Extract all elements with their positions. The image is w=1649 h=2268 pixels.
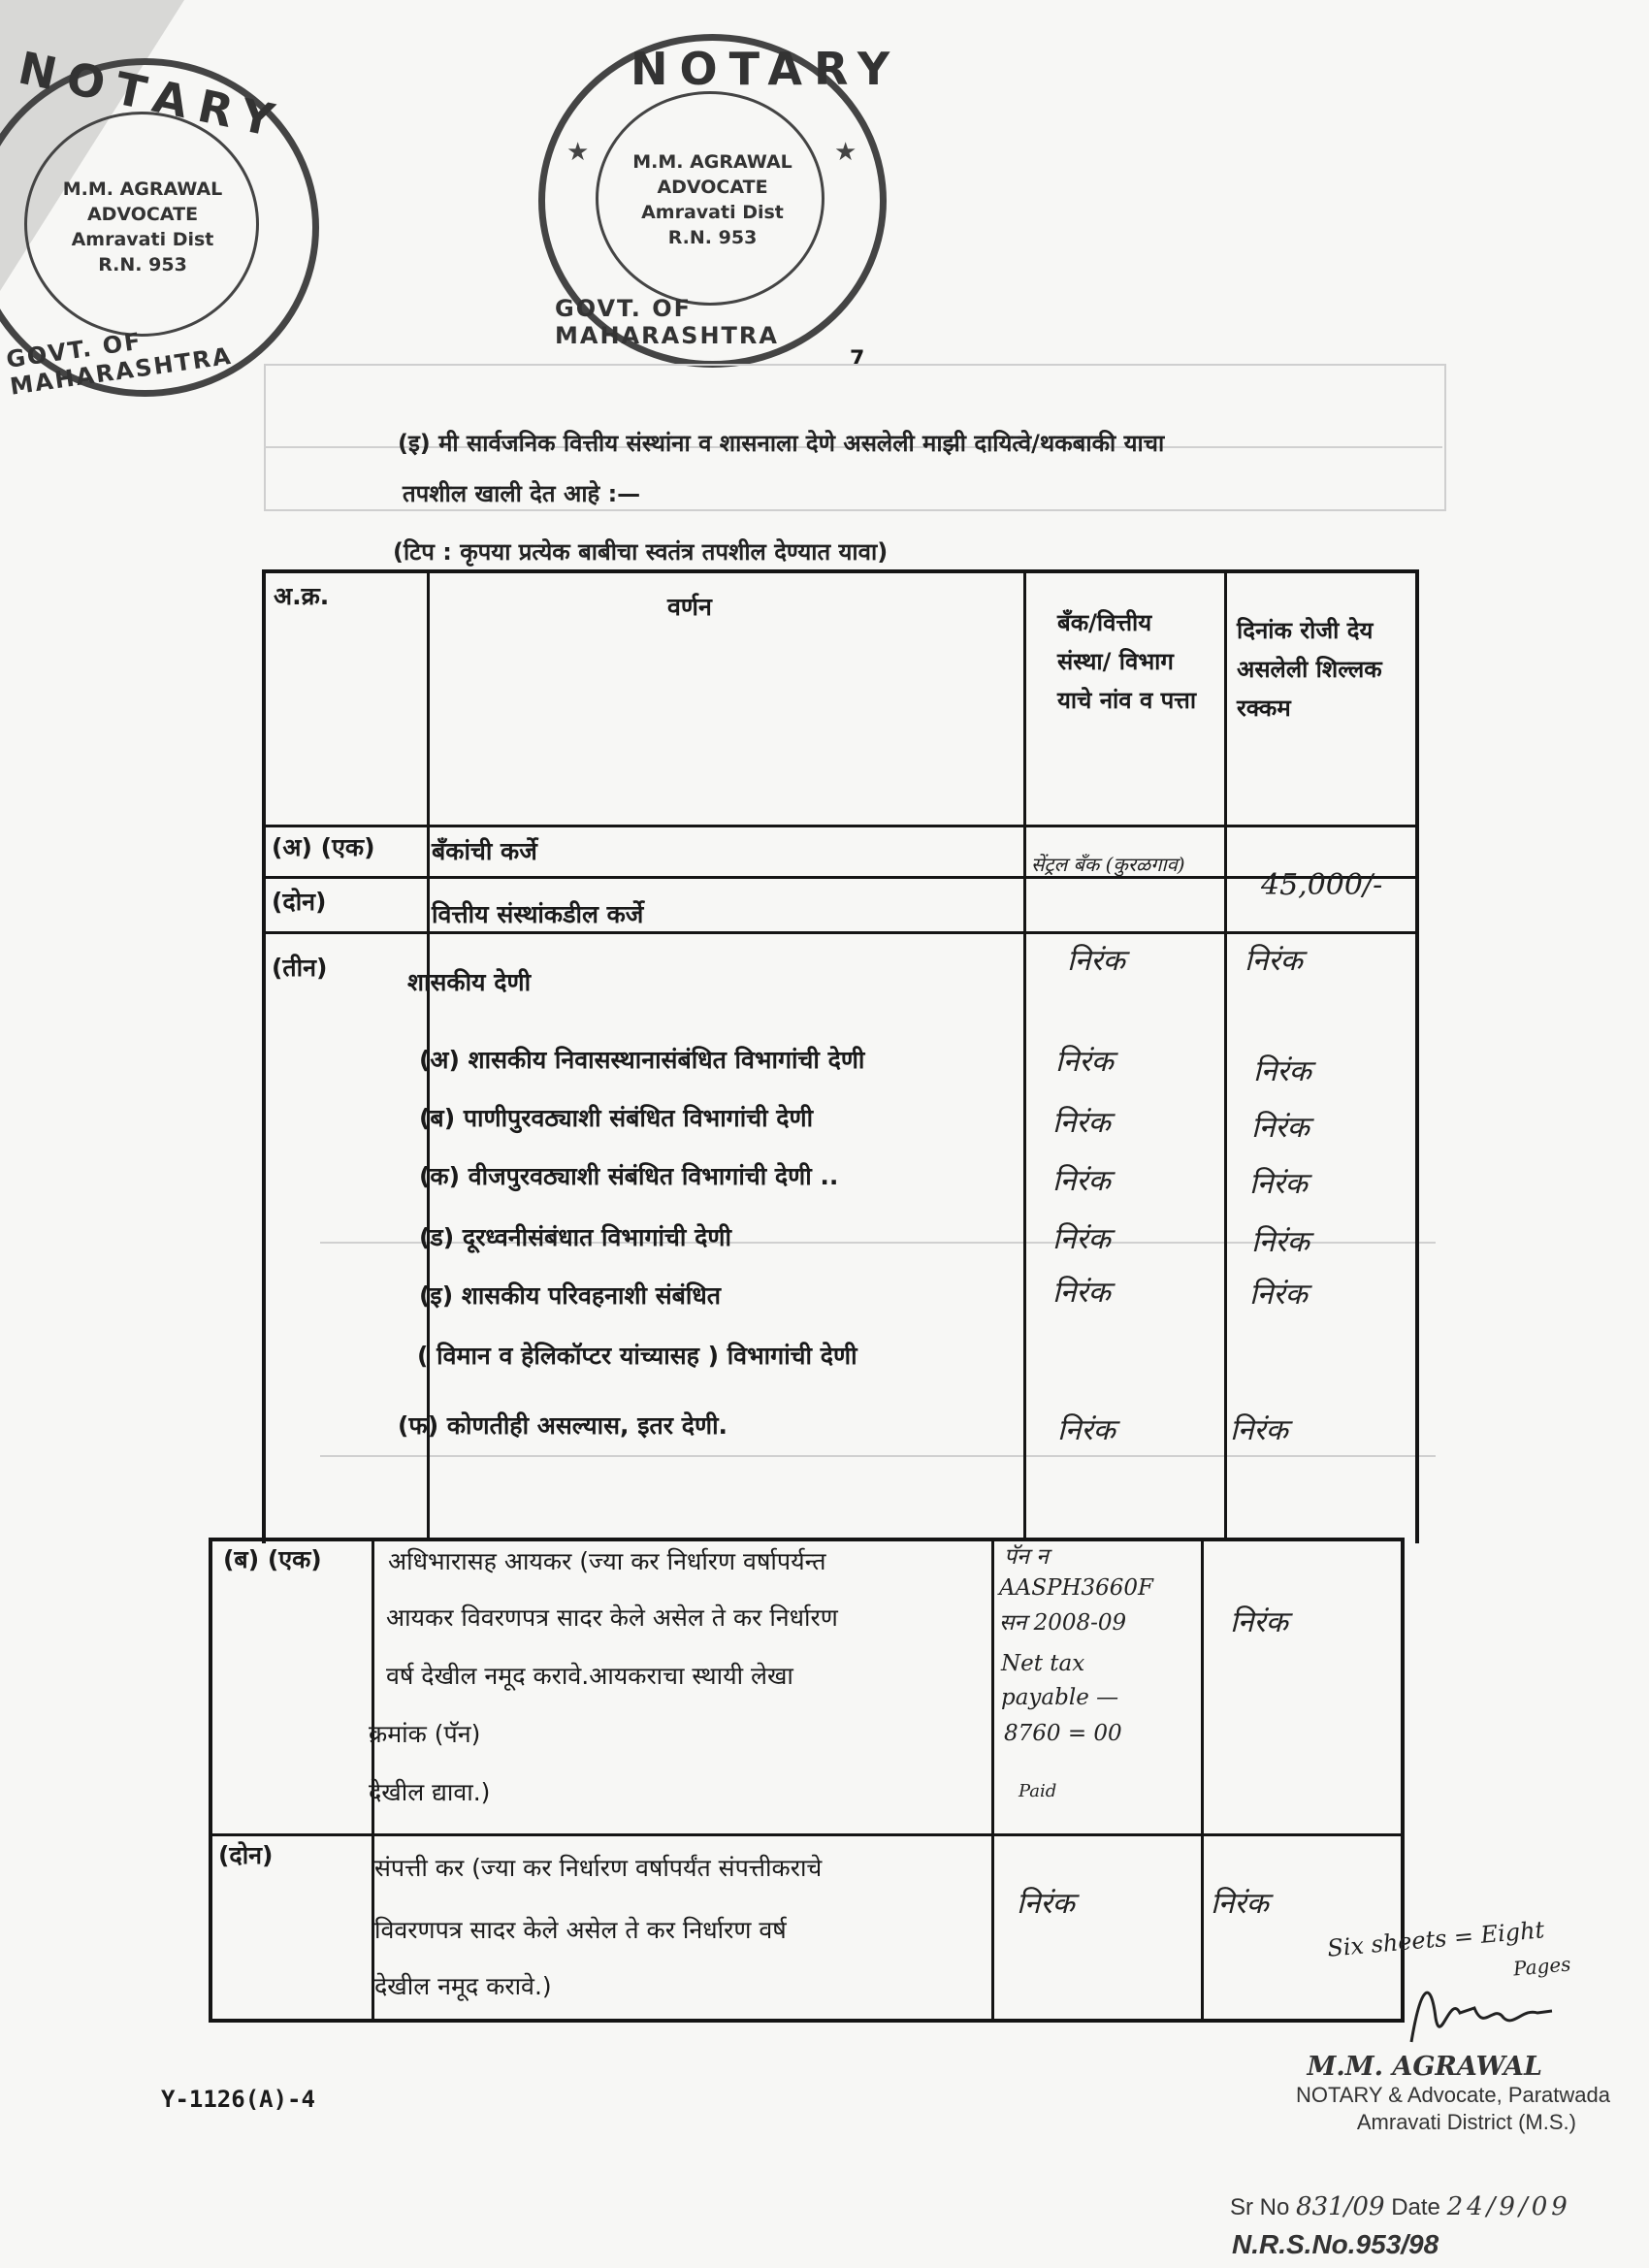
row-description: वित्तीय संस्थांकडील कर्जे	[432, 900, 644, 928]
header-amount: दिनांक रोजी देय असलेली शिल्लक रक्कम	[1237, 617, 1382, 722]
row-serial: (दोन)	[218, 1841, 274, 1869]
bank-line: AASPH3660F	[999, 1575, 1154, 1601]
row-amount: निरंक	[1230, 1605, 1288, 1639]
table-col-divider	[1201, 1539, 1204, 2019]
table-col-divider	[1224, 569, 1227, 1539]
sub-description: (ब) पाणीपुरवठ्याशी संबंधित विभागांची देणी	[419, 1104, 814, 1132]
sub-description: (फ) कोणतीही असल्यास, इतर देणी.	[398, 1411, 728, 1440]
nrs-number: N.R.S.No.953/98	[1232, 2229, 1439, 2259]
header-serial: अ.क्र.	[274, 582, 330, 610]
sub-description: (ड) दूरध्वनीसंबंधात विभागांची देणी	[419, 1223, 731, 1251]
row-serial: (ब) (एक)	[223, 1545, 322, 1573]
sub-bank: निरंक	[1052, 1222, 1111, 1256]
row-description-line: क्रमांक (पॅन)	[369, 1720, 481, 1748]
row-description-line: आयकर विवरणपत्र सादर केले असेल ते कर निर्धारण	[386, 1604, 838, 1632]
date-label: Date	[1391, 2194, 1440, 2220]
bank-line: 8760 = 00	[1004, 1721, 1122, 1746]
intro-line-2: तपशील खाली देत आहे :—	[403, 480, 641, 507]
bank-line: Net tax	[1001, 1651, 1085, 1676]
row-serial: (अ) (एक)	[272, 833, 375, 861]
notary-line: Amravati District (M.S.)	[1356, 2110, 1576, 2134]
table-col-divider	[1023, 569, 1026, 1539]
row-serial: (दोन)	[272, 888, 327, 916]
sub-description: ( विमान व हेलिकॉप्टर यांच्यासह ) विभागांची देणी	[417, 1342, 857, 1370]
sub-amount: निरंक	[1230, 1413, 1288, 1447]
notary-name: M.M. AGRAWAL	[1307, 2052, 1542, 2082]
sr-label: Sr No	[1230, 2194, 1290, 2220]
intro-line-1: (इ) मी सार्वजनिक वित्तीय संस्थांना व शासनाला देणे असलेली माझी दायित्वे/थकबाकी याचा	[398, 430, 1165, 457]
bank-line: Paid	[1018, 1781, 1057, 1801]
sub-description: (इ) शासकीय परिवहनाशी संबंधित	[419, 1281, 721, 1310]
row-description-line: संपत्ती कर (ज्या कर निर्धारण वर्षापर्यंत संपत्तीकराचे	[374, 1854, 823, 1882]
bank-line: पॅन न	[1004, 1544, 1049, 1570]
sub-bank: निरंक	[1052, 1276, 1111, 1310]
notary-seal-center: NOTARY ★ ★ M.M. AGRAWAL ADVOCATE Amravati Dist R.N. 953 GOVT. OF MAHARASHTRA	[538, 34, 887, 368]
sub-bank: निरंक	[1055, 1045, 1114, 1079]
row-description-line: देखील द्यावा.)	[369, 1778, 491, 1806]
header-bank: बँक/वित्तीय संस्था/ विभाग याचे नांव व पत्ता	[1057, 609, 1197, 714]
row-description: शासकीय देणी	[407, 968, 532, 996]
notary-block	[1251, 2052, 1610, 2136]
row-amount: निरंक	[1245, 944, 1303, 978]
bank-line: सन 2008-09	[999, 1610, 1127, 1636]
row-description-line: अधिभारासह आयकर (ज्या कर निर्धारण वर्षापर्यन्त	[388, 1547, 826, 1575]
notary-line: NOTARY & Advocate, Paratwada	[1295, 2083, 1610, 2107]
row-serial: (तीन)	[272, 954, 328, 982]
sub-amount: निरंक	[1251, 1111, 1310, 1145]
row-bank: निरंक	[1017, 1887, 1075, 1921]
bank-line: payable —	[1001, 1685, 1119, 1710]
row-description-line: वर्ष देखील नमूद करावे.आयकराचा स्थायी लेखा	[386, 1662, 793, 1690]
sr-value: 831/09	[1296, 2192, 1385, 2221]
intro-note: (टिप : कृपया प्रत्येक बाबीचा स्वतंत्र तपशील देण्यात यावा)	[393, 538, 889, 566]
sub-amount: निरंक	[1249, 1278, 1308, 1312]
notary-seal-left: NOTARY M.M. AGRAWAL ADVOCATE Amravati Dist R.N. 953 GOVT. OF MAHARASHTRA	[0, 58, 319, 397]
row-bank: सेंट्रल बँक (कुरळगाव)	[1031, 853, 1185, 876]
sub-description: (अ) शासकीय निवासस्थानासंबंधित विभागांची देणी	[419, 1046, 865, 1074]
signature	[1402, 1974, 1557, 2052]
row-description-line: देखील नमूद करावे.)	[374, 1972, 552, 2000]
sub-bank: निरंक	[1052, 1106, 1111, 1140]
sub-bank: निरंक	[1057, 1413, 1116, 1447]
date-value: 24/9/09	[1446, 2192, 1571, 2221]
form-code: Y-1126(A)-4	[161, 2086, 315, 2113]
row-description: बँकांची कर्जे	[432, 837, 537, 865]
sheet-count-note: Pages	[1512, 1952, 1572, 1981]
page-number: 7	[850, 347, 865, 372]
row-bank: निरंक	[1067, 944, 1125, 978]
sub-description: (क) वीजपुरवठ्याशी संबंधित विभागांची देणी ..	[419, 1162, 839, 1190]
row-description-line: विवरणपत्र सादर केले असेल ते कर निर्धारण वर्ष	[374, 1916, 787, 1944]
table-row-divider	[262, 931, 1415, 934]
table-row-divider	[209, 1833, 1401, 1836]
table-row-divider	[262, 825, 1415, 827]
table-col-divider	[991, 1539, 994, 2019]
row-amount: 45,000/-	[1261, 868, 1383, 902]
sheet-count-note: Six sheets = Eight	[1326, 1916, 1546, 1962]
sub-bank: निरंक	[1052, 1164, 1111, 1198]
header-description: वर्णन	[667, 593, 712, 621]
sub-amount: निरंक	[1251, 1225, 1310, 1259]
serial-date-line	[1230, 2192, 1571, 2221]
sub-amount: निरंक	[1249, 1167, 1308, 1201]
table-row-divider	[262, 876, 1415, 879]
sub-amount: निरंक	[1253, 1054, 1311, 1088]
row-amount: निरंक	[1211, 1887, 1269, 1921]
